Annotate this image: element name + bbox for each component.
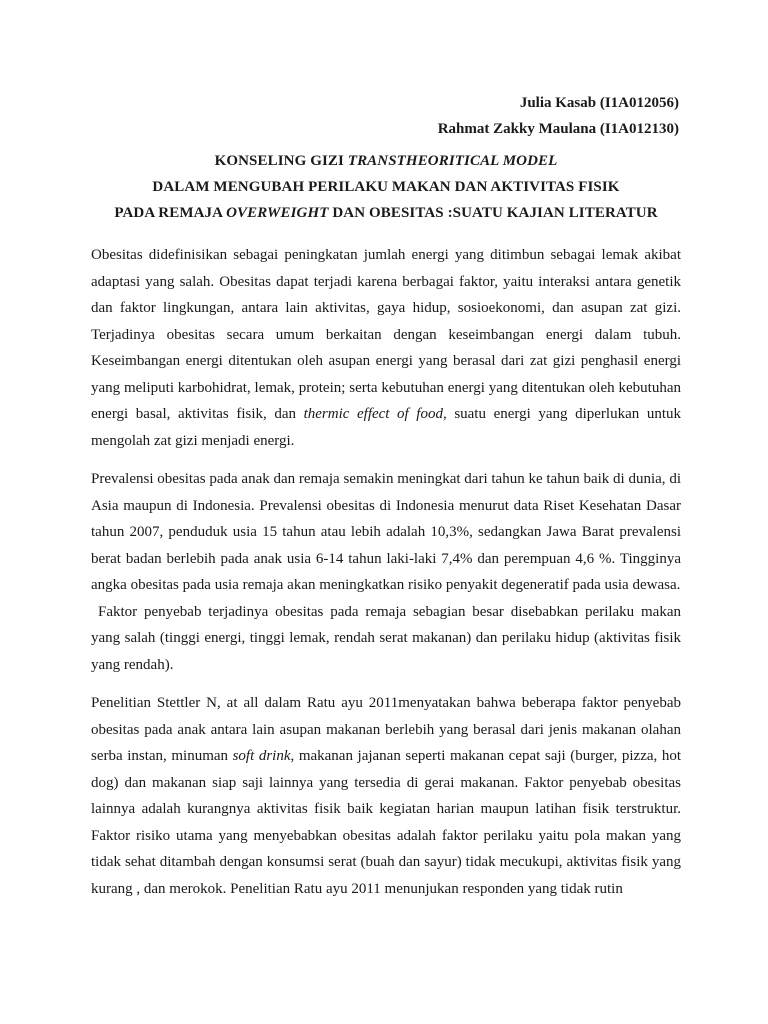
document-body [91, 242, 681, 902]
paragraph-2: Prevalensi obesitas pada anak dan remaja semakin meningkat dari tahun ke tahun baik di dunia, di Asia maupun di Indonesia. Prevalensi obesitas di Indonesia menurut data Riset Kesehatan Dasar tahun 2007, penduduk usia 15 tahun atau lebih adalah 10,3%, sedangkan Jawa Barat prevalensi berat badan berlebih pada anak usia 6-14 tahun laki-laki 7,4% dan perempuan 4,6 %. Tingginya angka obesitas pada usia remaja akan meningkatkan risiko penyakit degeneratif pada usia dewasa. [91, 471, 681, 593]
paragraph-1: Obesitas didefinisikan sebagai peningkatan jumlah energi yang ditimbun sebagai lemak akibat adaptasi yang salah. Obesitas dapat terjadi karena berbagai faktor, yaitu interaksi antara genetik dan faktor lingkungan, antara lain aktivitas, gaya hidup, sosioekonomi, dan asupan zat gizi. Terjadinya obesitas secara umum berkaitan dengan keseimbangan energi dalam tubuh. Keseimbangan energi ditentukan oleh asupan energi yang berasal dari zat gizi penghasil energi yang meliputi karbohidrat, lemak, protein; serta kebutuhan energi yang ditentukan oleh kebutuhan energi basal, aktivitas fisik, dan thermic effect of food, suatu energi yang diperlukan untuk mengolah zat gizi menjadi energi. [91, 247, 681, 449]
author-block [91, 90, 679, 142]
title-line-3: PADA REMAJA OVERWEIGHT DAN OBESITAS :SUATU KAJIAN LITERATUR [114, 205, 658, 221]
document-title [91, 148, 681, 226]
author-name: Rahmat Zakky Maulana (I1A012130) [437, 121, 679, 137]
author-name: Julia Kasab (I1A012056) [519, 95, 679, 111]
paragraph-4: Penelitian Stettler N, at all dalam Ratu ayu 2011menyatakan bahwa beberapa faktor penyebab obesitas pada anak antara lain asupan makanan berlebih yang berasal dari jenis makanan olahan serba instan, minuman soft drink, makanan jajanan seperti makanan cepat saji (burger, pizza, hot dog) dan makanan siap saji lainnya yang tersedia di gerai makanan. Faktor penyebab obesitas lainnya adalah kurangnya aktivitas fisik baik kegiatan harian maupun latihan fisik terstruktur. Faktor risiko utama yang menyebabkan obesitas adalah faktor perilaku yaitu pola makan yang tidak sehat ditambah dengan konsumsi serat (buah dan sayur) tidak mecukupi, aktivitas fisik yang kurang , dan merokok. Penelitian Ratu ayu 2011 menunjukan responden yang tidak rutin [91, 695, 681, 897]
title-line-1: KONSELING GIZI TRANSTHEORITICAL MODEL [214, 153, 558, 169]
paragraph-3: Faktor penyebab terjadinya obesitas pada remaja sebagian besar disebabkan perilaku makan yang salah (tinggi energi, tinggi lemak, rendah serat makanan) dan perilaku hidup (aktivitas fisik yang rendah). [91, 603, 681, 673]
title-line-2: DALAM MENGUBAH PERILAKU MAKAN DAN AKTIVITAS FISIK [152, 179, 620, 195]
